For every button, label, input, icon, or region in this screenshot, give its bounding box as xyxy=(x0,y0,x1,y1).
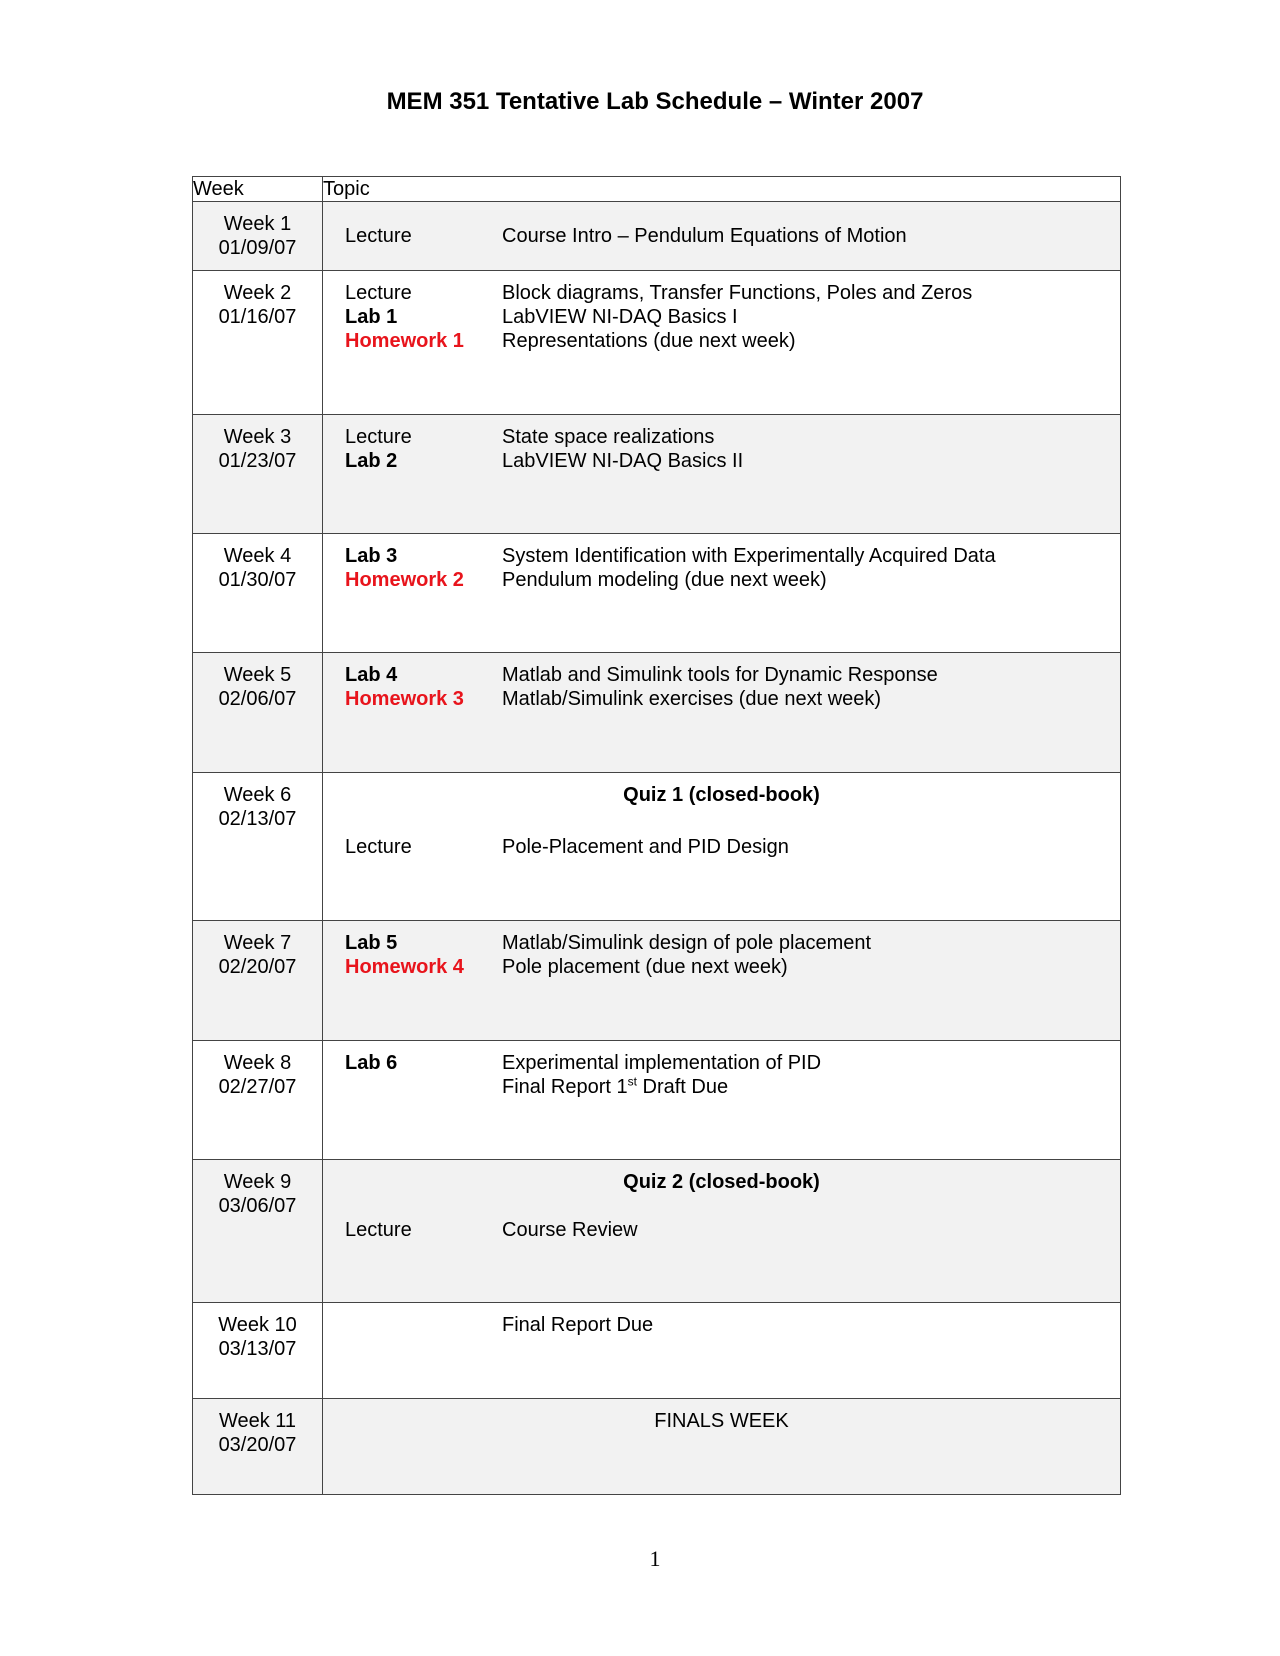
lab-label: Lab 1 xyxy=(345,306,398,328)
topic-line xyxy=(345,1051,1120,1075)
topic-line xyxy=(345,544,1120,568)
table-row-week-1 xyxy=(193,202,1121,271)
schedule-table xyxy=(192,176,1121,1495)
item-desc: Pendulum modeling (due next week) xyxy=(502,569,827,591)
header-topic: Topic xyxy=(323,177,1121,202)
desc-post: Draft Due xyxy=(636,1076,729,1098)
topic-line xyxy=(345,329,1120,353)
table-row-week-10 xyxy=(193,1303,1121,1399)
table-row-week-3 xyxy=(193,415,1121,534)
week-cell xyxy=(193,1160,323,1303)
topic-line xyxy=(345,1218,1120,1242)
item-desc: Experimental implementation of PID xyxy=(502,1052,822,1074)
header-week: Week xyxy=(193,177,323,202)
week-cell xyxy=(193,653,323,773)
topic-line xyxy=(345,1313,1120,1337)
week-label: Week 9 xyxy=(223,1171,292,1193)
item-desc: Matlab and Simulink tools for Dynamic Response xyxy=(502,664,938,686)
week-date: 01/23/07 xyxy=(218,450,297,472)
week-date: 01/09/07 xyxy=(218,237,297,259)
topic-line xyxy=(345,835,1120,859)
quiz-label: Quiz 1 (closed-book) xyxy=(623,784,820,806)
item-desc xyxy=(502,1075,728,1099)
topic-cell xyxy=(323,271,1121,415)
lab-label: Lab 3 xyxy=(345,545,398,567)
topic-cell xyxy=(323,1041,1121,1160)
topic-cell xyxy=(323,1160,1121,1303)
topic-cell xyxy=(323,202,1121,271)
desc-pre: Final Report 1 xyxy=(502,1076,628,1098)
topic-cell xyxy=(323,534,1121,653)
item-desc: Final Report Due xyxy=(502,1314,654,1336)
item-label: Lecture xyxy=(345,225,412,247)
lab-label: Lab 4 xyxy=(345,664,398,686)
table-row-week-6 xyxy=(193,773,1121,921)
item-desc: LabVIEW NI-DAQ Basics II xyxy=(502,450,744,472)
topic-line xyxy=(345,281,1120,305)
topic-line xyxy=(345,663,1120,687)
week-cell xyxy=(193,1041,323,1160)
topic-line xyxy=(345,568,1120,592)
week-date: 02/06/07 xyxy=(218,688,297,710)
homework-label: Homework 4 xyxy=(345,956,464,978)
item-desc: Pole placement (due next week) xyxy=(502,956,788,978)
table-row-week-11 xyxy=(193,1399,1121,1495)
week-cell xyxy=(193,415,323,534)
week-date: 03/06/07 xyxy=(218,1195,297,1217)
table-row-week-5 xyxy=(193,653,1121,773)
topic-line xyxy=(345,305,1120,329)
page-number: 1 xyxy=(649,1546,661,1571)
quiz-label: Quiz 2 (closed-book) xyxy=(623,1171,820,1193)
week-label: Week 10 xyxy=(218,1314,297,1336)
week-label: Week 4 xyxy=(223,545,292,567)
week-cell xyxy=(193,271,323,415)
item-desc: Matlab/Simulink exercises (due next week) xyxy=(502,688,882,710)
week-label: Week 8 xyxy=(223,1052,292,1074)
table-row-week-2 xyxy=(193,271,1121,415)
item-desc: LabVIEW NI-DAQ Basics I xyxy=(502,306,738,328)
topic-line xyxy=(345,1075,1120,1099)
topic-line xyxy=(345,224,1120,248)
topic-line xyxy=(345,425,1120,449)
week-label: Week 2 xyxy=(223,282,292,304)
topic-cell xyxy=(323,1399,1121,1495)
item-label: Lecture xyxy=(345,1219,412,1241)
topic-line xyxy=(345,687,1120,711)
week-label: Week 11 xyxy=(218,1410,297,1432)
week-date: 02/27/07 xyxy=(218,1076,297,1098)
week-date: 02/13/07 xyxy=(218,808,297,830)
week-cell xyxy=(193,773,323,921)
table-row-week-8 xyxy=(193,1041,1121,1160)
week-cell xyxy=(193,921,323,1041)
item-label xyxy=(345,1075,502,1099)
week-label: Week 1 xyxy=(223,213,292,235)
item-label: Lecture xyxy=(345,282,412,304)
finals-week-label: FINALS WEEK xyxy=(654,1410,789,1432)
item-desc: State space realizations xyxy=(502,426,715,448)
week-label: Week 3 xyxy=(223,426,292,448)
lab-label: Lab 2 xyxy=(345,450,398,472)
topic-line xyxy=(345,931,1120,955)
week-date: 03/20/07 xyxy=(218,1434,297,1456)
week-date: 03/13/07 xyxy=(218,1338,297,1360)
table-row-week-4 xyxy=(193,534,1121,653)
week-date: 02/20/07 xyxy=(218,956,297,978)
homework-label: Homework 3 xyxy=(345,688,464,710)
item-desc: Representations (due next week) xyxy=(502,330,796,352)
homework-label: Homework 1 xyxy=(345,330,464,352)
week-label: Week 6 xyxy=(223,784,292,806)
topic-line xyxy=(345,955,1120,979)
week-date: 01/16/07 xyxy=(218,306,297,328)
item-desc: Course Intro – Pendulum Equations of Motion xyxy=(502,225,907,247)
homework-label: Homework 2 xyxy=(345,569,464,591)
item-label: Lecture xyxy=(345,426,412,448)
week-date: 01/30/07 xyxy=(218,569,297,591)
topic-cell xyxy=(323,415,1121,534)
week-cell xyxy=(193,202,323,271)
lab-label: Lab 5 xyxy=(345,932,398,954)
week-cell xyxy=(193,1303,323,1399)
lab-label: Lab 6 xyxy=(345,1052,398,1074)
table-row-week-7 xyxy=(193,921,1121,1041)
topic-cell xyxy=(323,1303,1121,1399)
item-desc: Matlab/Simulink design of pole placement xyxy=(502,932,872,954)
topic-line xyxy=(345,449,1120,473)
page-title: MEM 351 Tentative Lab Schedule – Winter 2007 xyxy=(386,88,924,115)
desc-sup: st xyxy=(627,1074,637,1089)
item-desc: Pole-Placement and PID Design xyxy=(502,836,789,858)
topic-cell xyxy=(323,653,1121,773)
week-label: Week 5 xyxy=(223,664,292,686)
item-desc: Course Review xyxy=(502,1219,638,1241)
week-label: Week 7 xyxy=(223,932,292,954)
item-label xyxy=(345,1313,502,1337)
topic-cell xyxy=(323,921,1121,1041)
table-row-week-9 xyxy=(193,1160,1121,1303)
item-desc: System Identification with Experimentally Acquired Data xyxy=(502,545,996,567)
item-label: Lecture xyxy=(345,836,412,858)
topic-cell xyxy=(323,773,1121,921)
item-desc: Block diagrams, Transfer Functions, Poles and Zeros xyxy=(502,282,973,304)
week-cell xyxy=(193,1399,323,1495)
table-header-row xyxy=(193,177,1121,202)
week-cell xyxy=(193,534,323,653)
